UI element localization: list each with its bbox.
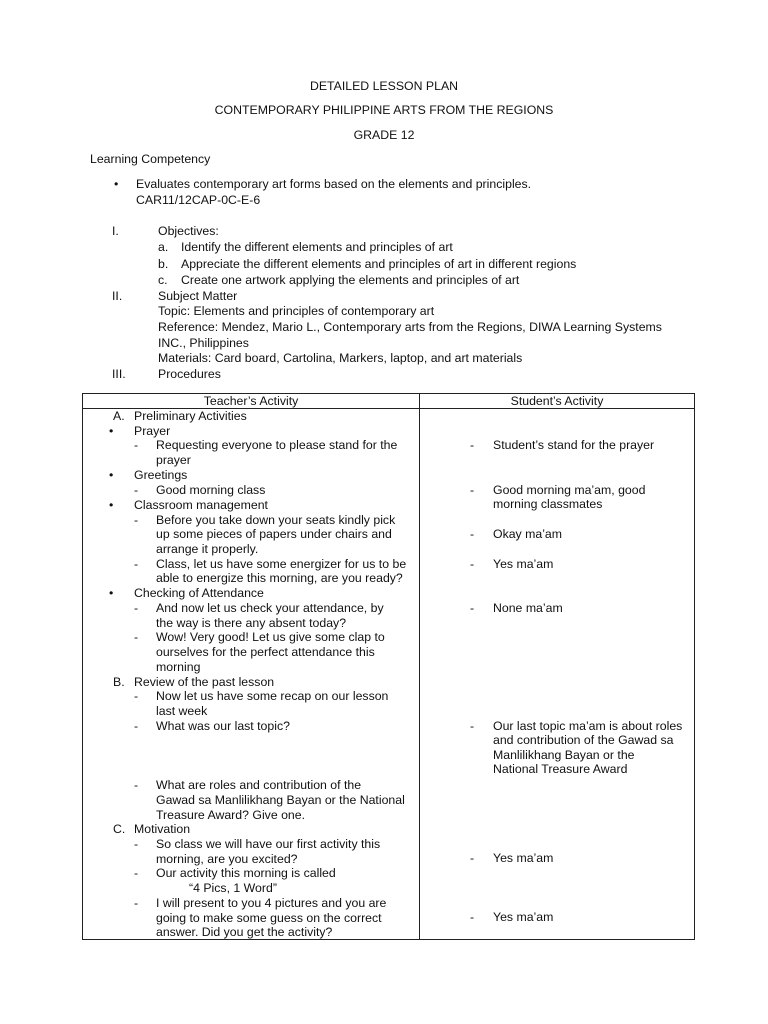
teacher-line: going to make some guess on the correct [156, 911, 382, 925]
subject-matter-label: Subject Matter [158, 289, 238, 303]
reference-line: INC., Philippines [158, 336, 249, 350]
teacher-line: Treasure Award? Give one. [156, 808, 306, 822]
teacher-line: What was our last topic? [156, 719, 290, 733]
student-line: - [470, 527, 475, 541]
subject-title: CONTEMPORARY PHILIPPINE ARTS FROM THE REGIONS [214, 103, 554, 117]
teacher-line: Classroom management [134, 498, 268, 512]
student-line: - [470, 910, 475, 924]
teacher-line: - [134, 513, 139, 527]
objective-letter: c. [158, 273, 168, 287]
teacher-line: Review of the past lesson [134, 675, 275, 689]
teacher-line: Our activity this morning is called [156, 866, 336, 880]
teacher-line: Now let us have some recap on our lesson [156, 689, 389, 703]
student-line: - [470, 557, 475, 571]
teacher-activity-header: Teacher’s Activity [203, 394, 299, 408]
bullet-icon: • [114, 177, 119, 191]
teacher-line: What are roles and contribution of the [156, 778, 362, 792]
student-activity-header: Student’s Activity [510, 394, 604, 408]
student-line: - [470, 601, 475, 615]
teacher-line: Gawad sa Manlilikhang Bayan or the National [156, 793, 405, 807]
teacher-line: Checking of Attendance [134, 586, 264, 600]
teacher-line: And now let us check your attendance, by [156, 601, 384, 615]
student-line: and contribution of the Gawad sa [493, 733, 674, 747]
document-title: DETAILED LESSON PLAN [309, 79, 459, 93]
student-line: Okay ma’am [493, 527, 563, 541]
grade-level: GRADE 12 [353, 128, 415, 142]
teacher-line: I will present to you 4 pictures and you are [156, 896, 387, 910]
teacher-line: - [134, 719, 139, 733]
teacher-line: “4 Pics, 1 Word” [189, 881, 277, 895]
teacher-line: ourselves for the perfect attendance this [156, 645, 375, 659]
teacher-line: - [134, 483, 139, 497]
objective-letter: b. [158, 257, 169, 271]
teacher-line: Wow! Very good! Let us give some clap to [156, 630, 385, 644]
student-line: - [470, 851, 475, 865]
objective-item: Create one artwork applying the elements and principles of art [181, 273, 520, 287]
teacher-line: prayer [156, 453, 191, 467]
teacher-line: Greetings [134, 468, 188, 482]
student-line: - [470, 719, 475, 733]
teacher-line: • [109, 498, 114, 512]
teacher-line: able to energize this morning, are you ready? [156, 571, 403, 585]
teacher-line: Prayer [134, 424, 171, 438]
teacher-line: Requesting everyone to please stand for the [156, 438, 398, 452]
teacher-line: • [109, 586, 114, 600]
teacher-line: B. [113, 675, 125, 689]
objectives-label: Objectives: [158, 224, 219, 238]
activity-table [82, 393, 695, 940]
teacher-line: last week [156, 704, 208, 718]
student-line: morning classmates [493, 497, 603, 511]
section-number: III. [112, 367, 126, 381]
teacher-line: - [134, 630, 139, 644]
teacher-line: - [134, 778, 139, 792]
teacher-line: • [109, 424, 114, 438]
materials-line: Materials: Card board, Cartolina, Markers, laptop, and art materials [158, 351, 523, 365]
competency-text: Evaluates contemporary art forms based on the elements and principles. [136, 177, 532, 191]
teacher-line: - [134, 837, 139, 851]
student-line: National Treasure Award [493, 762, 628, 776]
teacher-line: morning, are you excited? [156, 852, 298, 866]
student-line: - [470, 438, 475, 452]
teacher-line: • [109, 468, 114, 482]
teacher-line: - [134, 601, 139, 615]
teacher-line: answer. Did you get the activity? [156, 925, 333, 939]
teacher-line: Preliminary Activities [134, 409, 247, 423]
student-line: Our last topic ma’am is about roles [493, 719, 683, 733]
student-line: Student’s stand for the prayer [493, 438, 655, 452]
student-line: Yes ma’am [493, 910, 554, 924]
reference-line: Reference: Mendez, Mario L., Contemporary arts from the Regions, DIWA Learning Systems [158, 320, 662, 334]
student-line: Yes ma’am [493, 557, 554, 571]
teacher-line: So class we will have our first activity this [156, 837, 381, 851]
teacher-line: up some pieces of papers under chairs and [156, 527, 392, 541]
column-divider [419, 394, 420, 939]
objective-item: Appreciate the different elements and principles of art in different regions [181, 257, 577, 271]
section-number: I. [112, 224, 119, 238]
topic-line: Topic: Elements and principles of contemporary art [158, 304, 435, 318]
teacher-line: - [134, 557, 139, 571]
teacher-line: - [134, 896, 139, 910]
teacher-line: arrange it properly. [156, 542, 259, 556]
teacher-line: A. [113, 409, 125, 423]
student-line: - [470, 483, 475, 497]
student-line: None ma’am [493, 601, 563, 615]
procedures-label: Procedures [158, 367, 221, 381]
objective-item: Identify the different elements and principles of art [181, 240, 453, 254]
section-number: II. [112, 289, 123, 303]
teacher-line: - [134, 438, 139, 452]
teacher-line: Before you take down your seats kindly pick [156, 513, 396, 527]
objective-letter: a. [158, 240, 169, 254]
competency-heading: Learning Competency [90, 152, 211, 166]
student-line: Yes ma’am [493, 851, 554, 865]
teacher-line: - [134, 866, 139, 880]
student-line: Manlilikhang Bayan or the [493, 748, 635, 762]
competency-code: CAR11/12CAP-0C-E-6 [136, 193, 261, 207]
teacher-line: Class, let us have some energizer for us to be [156, 557, 407, 571]
teacher-line: the way is there any absent today? [156, 616, 347, 630]
teacher-line: morning [156, 660, 201, 674]
teacher-line: - [134, 689, 139, 703]
teacher-line: Good morning class [156, 483, 266, 497]
teacher-line: Motivation [134, 822, 191, 836]
student-line: Good morning ma’am, good [493, 483, 646, 497]
teacher-line: C. [113, 822, 126, 836]
